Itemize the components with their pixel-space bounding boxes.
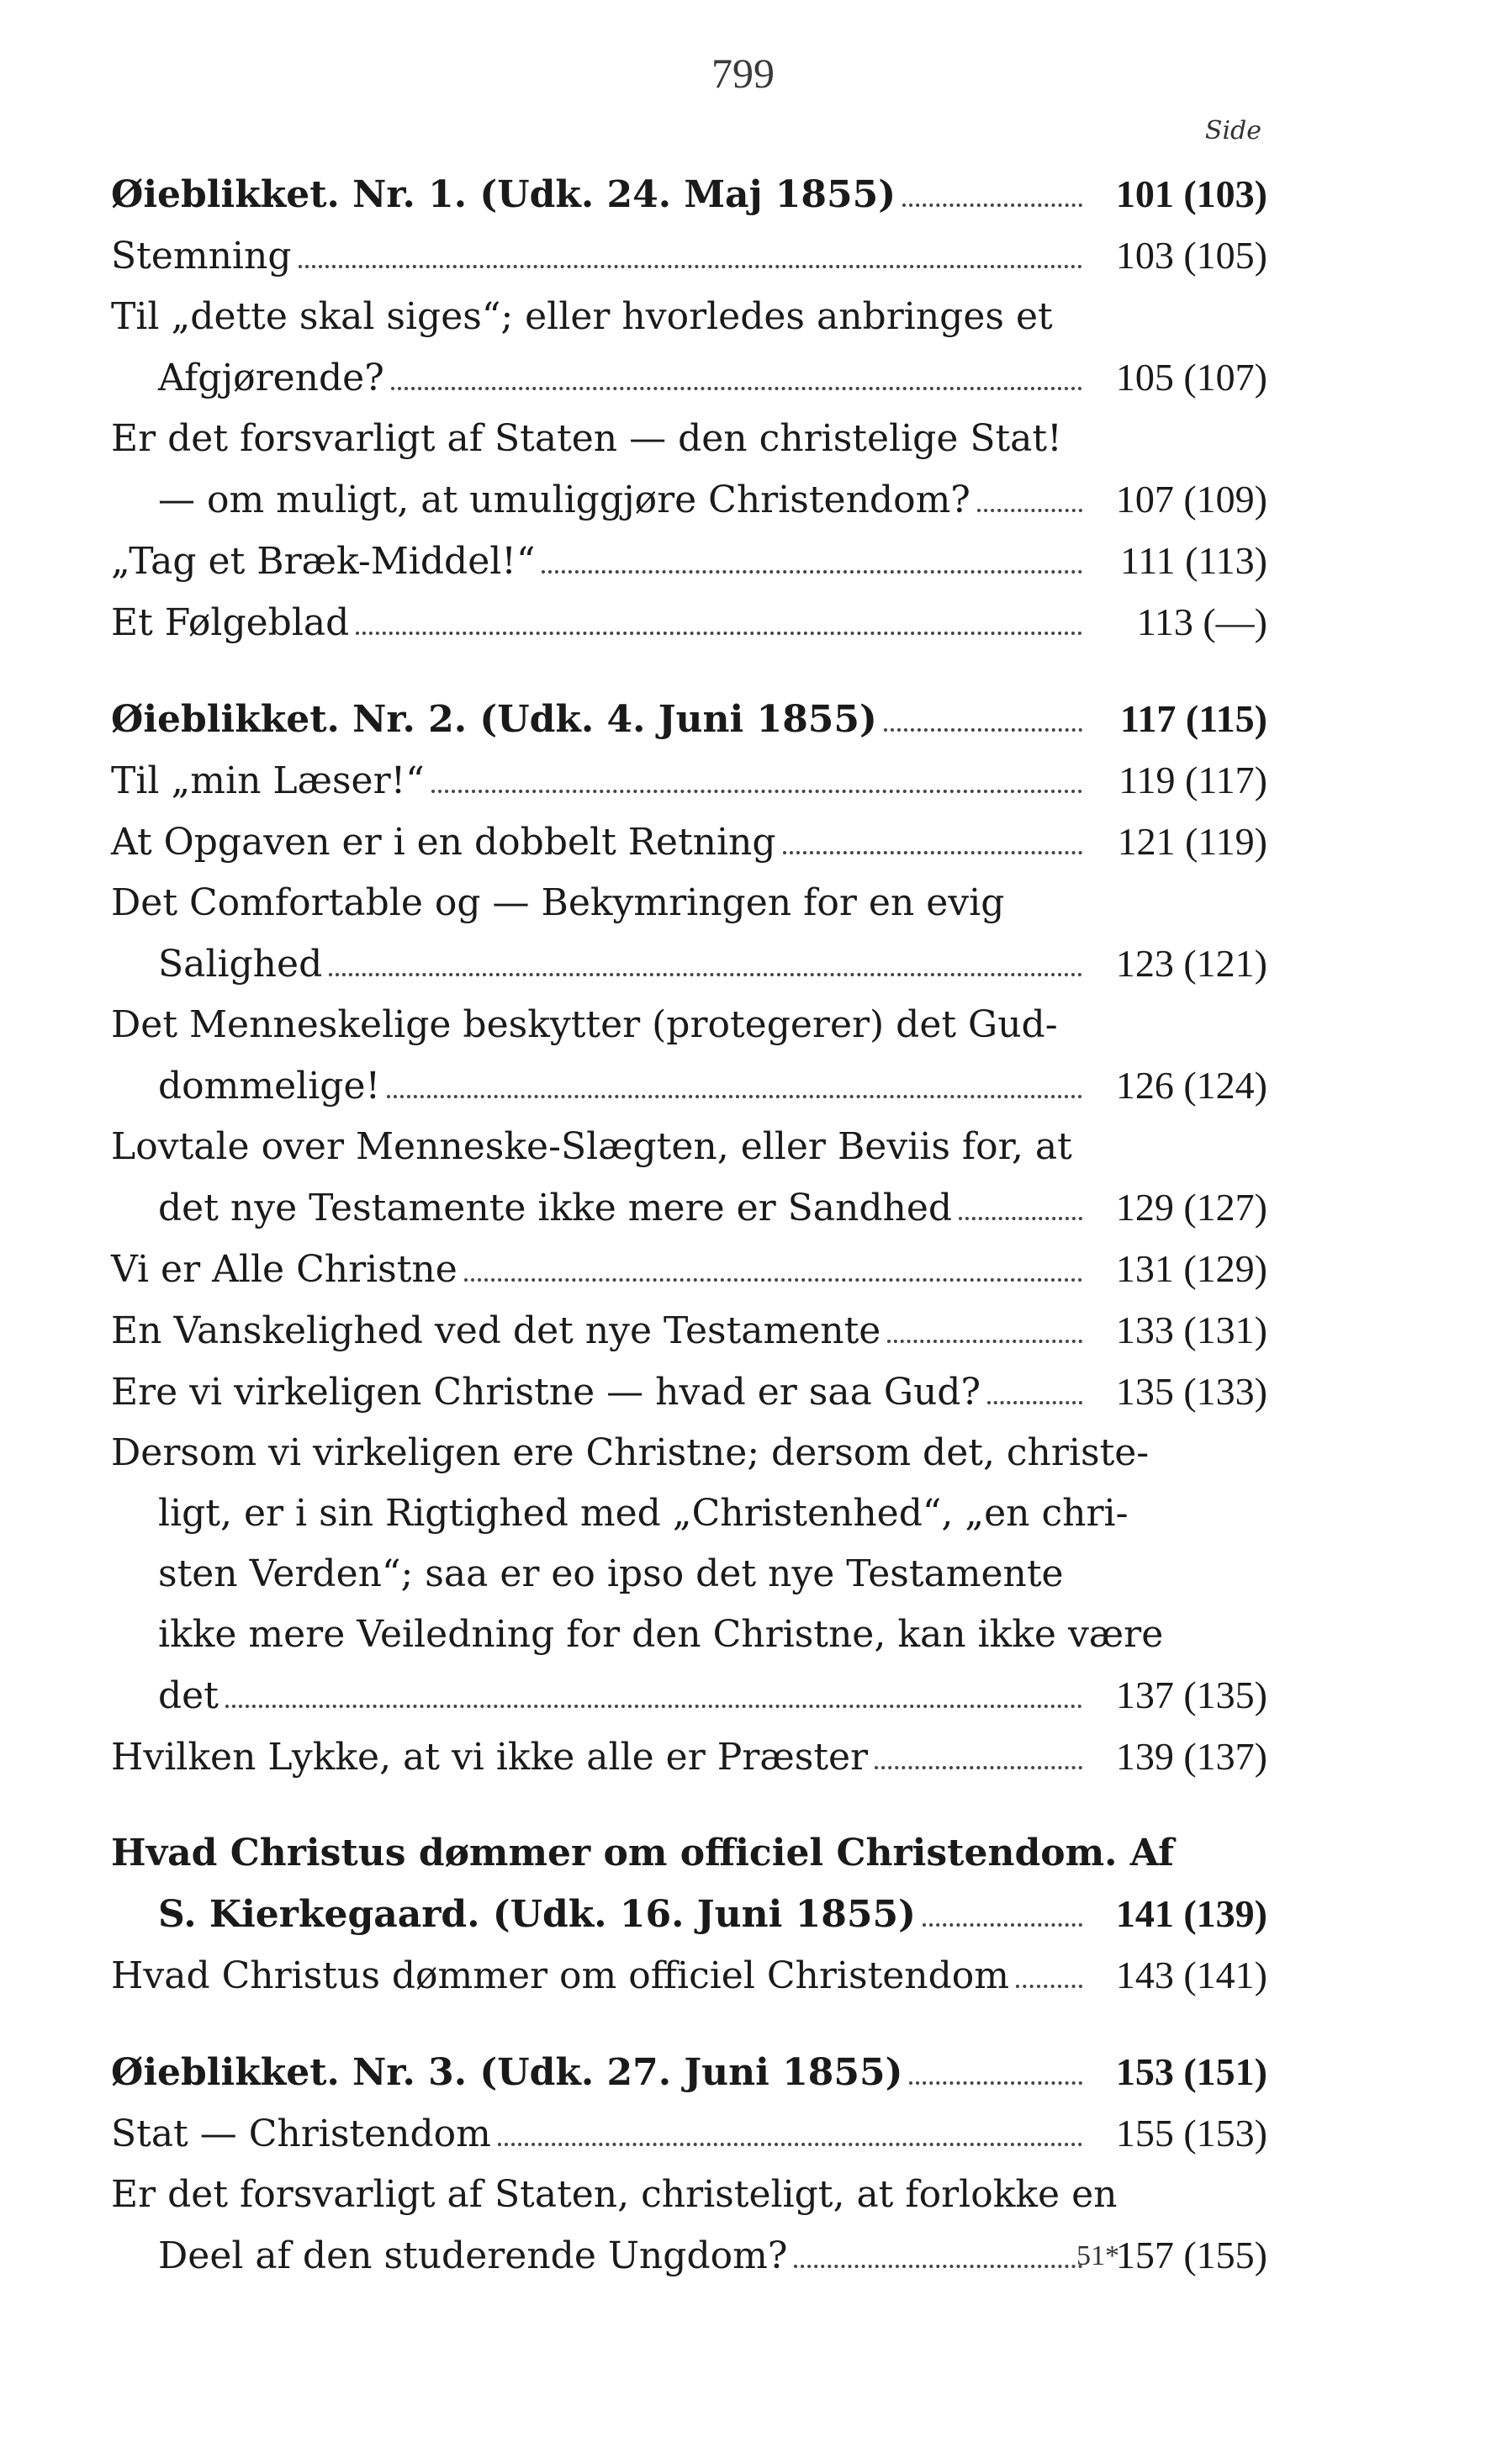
dot-leader xyxy=(902,204,1082,207)
page-reference: 129 (127) xyxy=(1115,1186,1267,1229)
page-reference: 121 (119) xyxy=(1117,820,1267,863)
dot-leader xyxy=(884,728,1082,732)
toc-entry-title: Vi er Alle Christne xyxy=(111,1248,457,1291)
toc-entry-title: det xyxy=(158,1674,219,1717)
page-reference: 126 (124) xyxy=(1115,1064,1267,1107)
toc-entry-title: S. Kierkegaard. (Udk. 16. Juni 1855) xyxy=(158,1893,916,1936)
toc-entry xyxy=(111,1423,1267,1726)
toc-entry-line: Til „dette skal siges“; eller hvorledes anbringes et xyxy=(111,295,1053,338)
toc-entry-title: „Tag et Bræk-Middel!“ xyxy=(111,540,536,583)
page-number: 799 xyxy=(711,50,775,97)
toc-group xyxy=(111,164,1267,653)
toc-entry-title: Afgjørende? xyxy=(158,357,384,399)
dot-leader xyxy=(923,1923,1082,1927)
page-reference: 119 (117) xyxy=(1118,759,1267,801)
toc-entry xyxy=(111,225,1267,287)
toc-entry xyxy=(111,1300,1267,1362)
toc-entry-line: Lovtale over Menneske-Slægten, eller Beviis for, at xyxy=(111,1125,1072,1168)
toc-entry-title: Ere vi virkeligen Christne — hvad er saa Gud? xyxy=(111,1371,981,1414)
page-reference: 123 (121) xyxy=(1115,942,1267,985)
page-reference: 143 (141) xyxy=(1115,1954,1267,1996)
table-of-contents xyxy=(111,164,1267,2322)
toc-group xyxy=(111,1823,1267,2007)
toc-entry-title: Hvad Christus dømmer om officiel Christendom xyxy=(111,1954,1010,1997)
toc-section-heading xyxy=(111,689,1267,750)
toc-entry-title: Øieblikket. Nr. 1. (Udk. 24. Maj 1855) xyxy=(111,173,896,216)
side-column-label: Side xyxy=(1204,116,1261,145)
toc-entry xyxy=(111,1726,1267,1788)
dot-leader xyxy=(391,387,1082,390)
toc-entry-line: sten Verden“; saa er eo ipso det nye Testamente xyxy=(158,1552,1064,1595)
dot-leader xyxy=(783,851,1082,854)
dot-leader xyxy=(356,632,1082,635)
toc-entry-title: Til „min Læser!“ xyxy=(111,759,425,802)
page-reference: 155 (153) xyxy=(1115,2112,1267,2155)
toc-entry xyxy=(111,812,1267,873)
page-reference: 117 (115) xyxy=(1119,697,1267,740)
toc-entry-line: Det Comfortable og — Bekymringen for en evig xyxy=(111,881,1005,924)
page-reference: 137 (135) xyxy=(1115,1674,1267,1716)
toc-entry xyxy=(111,750,1267,812)
toc-entry xyxy=(111,409,1267,531)
dot-leader xyxy=(464,1278,1082,1282)
toc-entry xyxy=(111,287,1267,409)
toc-entry xyxy=(111,531,1267,592)
dot-leader xyxy=(387,1095,1082,1098)
page-reference: 133 (131) xyxy=(1115,1309,1267,1351)
dot-leader xyxy=(498,2143,1082,2146)
toc-entry-title: Deel af den studerende Ungdom? xyxy=(158,2234,788,2277)
page-reference: 135 (133) xyxy=(1115,1370,1267,1413)
toc-entry-line: Er det forsvarligt af Staten, christeligt, at forlokke en xyxy=(111,2173,1118,2216)
page-reference: 105 (107) xyxy=(1115,356,1267,399)
toc-entry xyxy=(111,1945,1267,2007)
toc-entry-title: Stemning xyxy=(111,235,292,278)
toc-entry-title: dommelige! xyxy=(158,1065,381,1108)
toc-entry xyxy=(111,592,1267,653)
toc-section-heading xyxy=(111,1823,1267,1945)
page-reference: 141 (139) xyxy=(1115,1892,1267,1935)
toc-entry-line: ligt, er i sin Rigtighed med „Christenhed“, „en chri- xyxy=(158,1492,1129,1535)
toc-entry-title: En Vanskelighed ved det nye Testamente xyxy=(111,1309,881,1352)
toc-entry-title: Salighed xyxy=(158,943,323,986)
signature-mark: 51* xyxy=(1076,2240,1119,2271)
toc-entry-line: Dersom vi virkeligen ere Christne; dersom det, christe- xyxy=(111,1431,1150,1474)
dot-leader xyxy=(794,2265,1082,2268)
dot-leader xyxy=(987,1401,1082,1404)
dot-leader xyxy=(329,973,1082,976)
toc-section-heading xyxy=(111,2042,1267,2103)
dot-leader xyxy=(542,570,1082,574)
page-reference: 113 (—) xyxy=(1136,600,1267,643)
dot-leader xyxy=(909,2081,1082,2085)
dot-leader xyxy=(959,1217,1082,1220)
toc-entry-title: — om muligt, at umuliggjøre Christendom? xyxy=(158,479,970,521)
toc-entry xyxy=(111,1117,1267,1239)
toc-entry-line: Hvad Christus dømmer om officiel Christendom. Af xyxy=(111,1832,1175,1874)
page-reference: 139 (137) xyxy=(1115,1735,1267,1778)
page-reference: 131 (129) xyxy=(1115,1247,1267,1290)
dot-leader xyxy=(1016,1985,1082,1988)
toc-entry-line: Det Menneskelige beskytter (protegerer) det Gud- xyxy=(111,1003,1058,1046)
toc-entry-title: Øieblikket. Nr. 2. (Udk. 4. Juni 1855) xyxy=(111,698,877,741)
dot-leader xyxy=(431,790,1082,793)
toc-entry-line: Er det forsvarligt af Staten — den christelige Stat! xyxy=(111,417,1062,460)
toc-section-heading xyxy=(111,164,1267,225)
toc-entry-title: Øieblikket. Nr. 3. (Udk. 27. Juni 1855) xyxy=(111,2051,903,2094)
toc-entry xyxy=(111,1362,1267,1423)
toc-entry-title: Stat — Christendom xyxy=(111,2112,491,2155)
dot-leader xyxy=(887,1340,1082,1343)
page-reference: 101 (103) xyxy=(1115,172,1267,215)
page-reference: 107 (109) xyxy=(1115,478,1267,521)
toc-entry xyxy=(111,1239,1267,1300)
toc-entry-line: ikke mere Veiledning for den Christne, kan ikke være xyxy=(158,1613,1164,1656)
toc-entry xyxy=(111,2103,1267,2165)
dot-leader xyxy=(299,265,1083,268)
toc-entry-title: Et Følgeblad xyxy=(111,601,350,644)
toc-entry-title: At Opgaven er i en dobbelt Retning xyxy=(111,821,776,864)
dot-leader xyxy=(977,509,1082,512)
dot-leader xyxy=(875,1766,1082,1769)
toc-entry xyxy=(111,995,1267,1117)
toc-entry xyxy=(111,873,1267,995)
page-reference: 157 (155) xyxy=(1115,2234,1267,2276)
page-reference: 111 (113) xyxy=(1119,539,1267,582)
dot-leader xyxy=(225,1705,1082,1708)
page-reference: 103 (105) xyxy=(1115,234,1267,277)
toc-group xyxy=(111,689,1267,1788)
toc-entry-title: Hvilken Lykke, at vi ikke alle er Præster xyxy=(111,1736,869,1779)
page-reference: 153 (151) xyxy=(1115,2050,1267,2093)
toc-entry-title: det nye Testamente ikke mere er Sandhed xyxy=(158,1187,953,1229)
